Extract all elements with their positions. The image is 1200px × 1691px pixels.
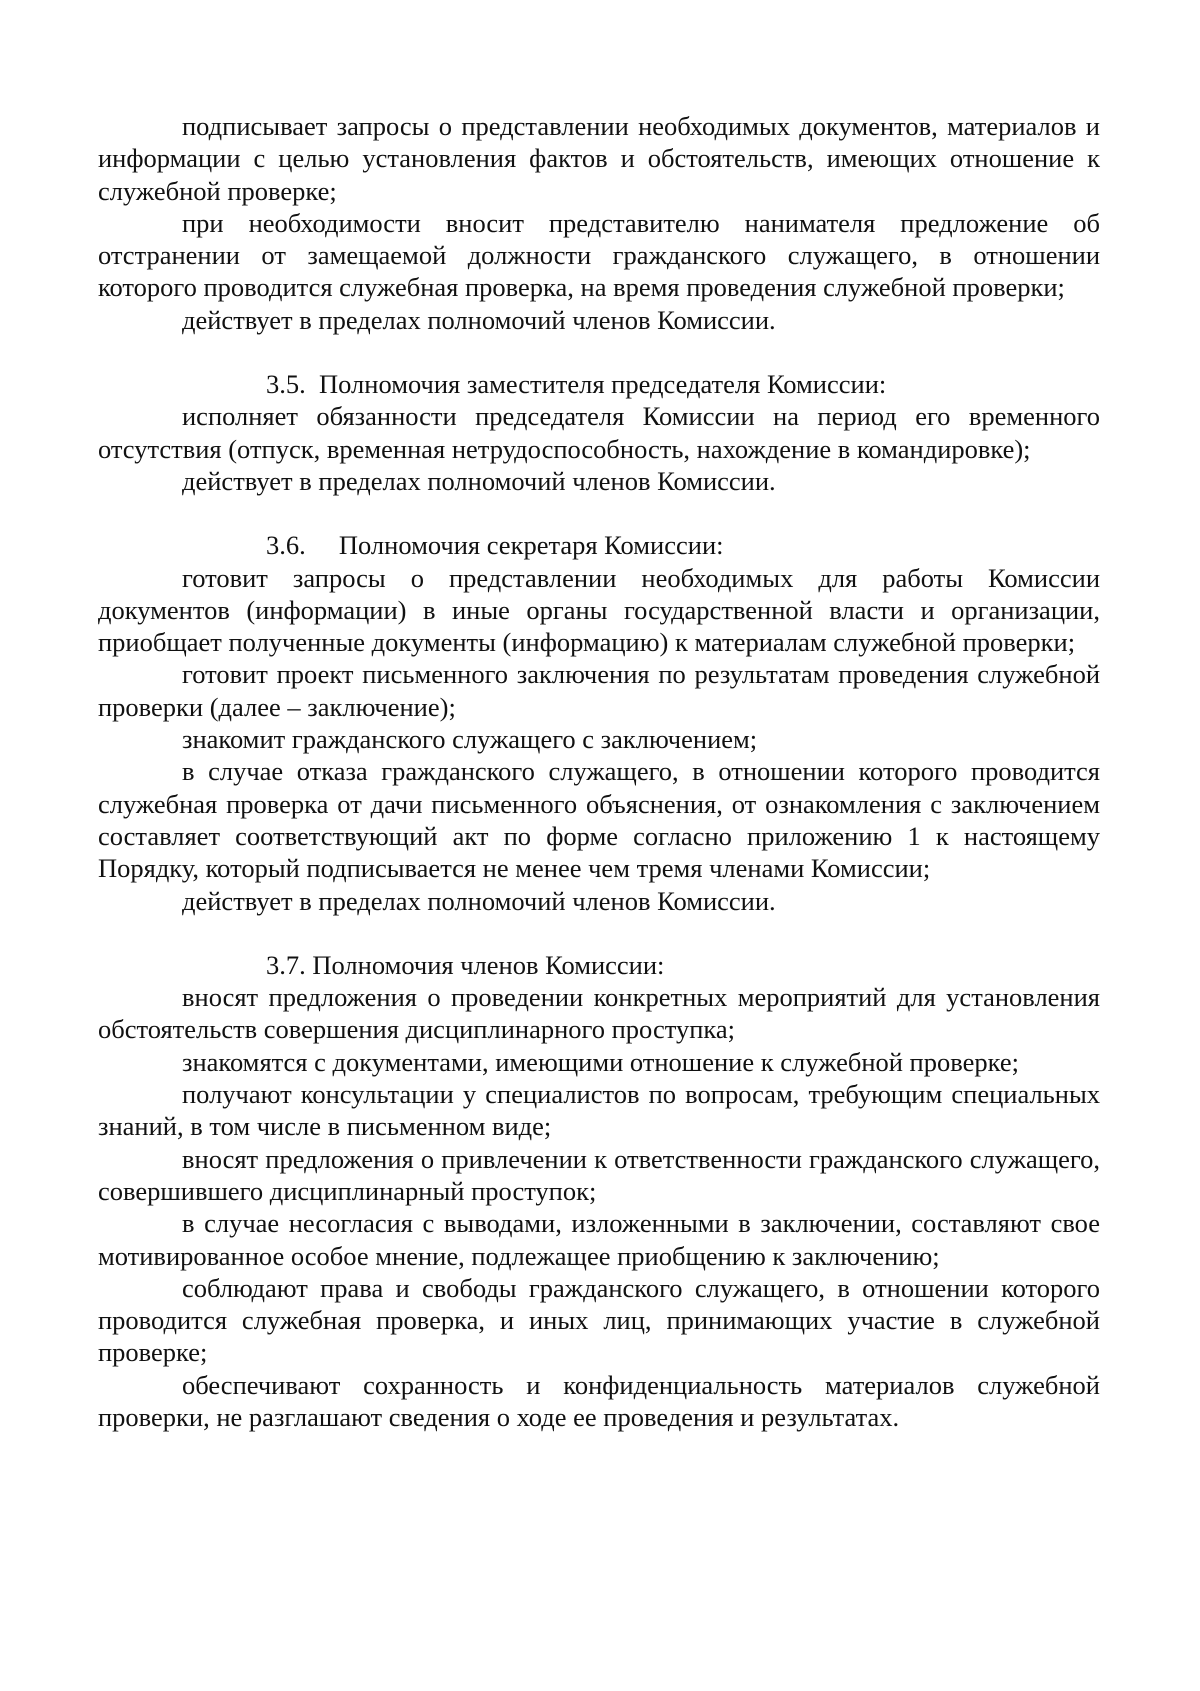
section-spacer bbox=[98, 336, 1100, 368]
section-spacer bbox=[98, 917, 1100, 949]
list-item: вносят предложения о проведении конкретных мероприятий для установления обстоятельств совершения дисциплинарного проступка; bbox=[98, 982, 1100, 1045]
section-heading-3-5 bbox=[98, 368, 1100, 400]
section-title: Полномочия секретаря Комиссии: bbox=[338, 530, 724, 561]
list-item: готовит запросы о представлении необходимых для работы Комиссии документов (информации) в иные органы государственной власти и организации, приобщает полученные документы (информацию) к материалам служебной проверки; bbox=[98, 562, 1100, 658]
section-title: Полномочия заместителя председателя Комиссии: bbox=[319, 369, 887, 400]
list-item: вносят предложения о привлечении к ответственности гражданского служащего, совершившего дисциплинарный проступок; bbox=[98, 1143, 1100, 1206]
list-item: соблюдают права и свободы гражданского служащего, в отношении которого проводится служебная проверка, и иных лиц, принимающих участие в служебной проверке; bbox=[98, 1272, 1100, 1368]
intro-paragraph: при необходимости вносит представителю нанимателя предложение об отстранении от замещаемой должности гражданского служащего, в отношении которого проводится служебная проверка, на время проведения служебной проверки; bbox=[98, 207, 1100, 303]
intro-paragraph: действует в пределах полномочий членов Комиссии. bbox=[182, 304, 776, 335]
section-heading-3-6 bbox=[98, 529, 1100, 561]
section-number: 3.6. bbox=[266, 530, 306, 561]
list-item: обеспечивают сохранность и конфиденциальность материалов служебной проверки, не разглашают сведения о ходе ее проведения и результатах. bbox=[98, 1369, 1100, 1432]
list-item: исполняет обязанности председателя Комиссии на период его временного отсутствия (отпуск, временная нетрудоспособность, нахождение в командировке); bbox=[98, 401, 1100, 464]
section-number: 3.7. bbox=[266, 949, 306, 980]
list-item: в случае отказа гражданского служащего, в отношении которого проводится служебная проверка от дачи письменного объяснения, от ознакомления с заключением составляет соответствующий акт по форме согласно приложению 1 к настоящему Порядку, который подписывается не менее чем тремя членами Комиссии; bbox=[98, 756, 1100, 884]
document-page bbox=[98, 110, 1100, 1433]
list-item: действует в пределах полномочий членов Комиссии. bbox=[182, 885, 776, 916]
list-item: получают консультации у специалистов по вопросам, требующим специальных знаний, в том числе в письменном виде; bbox=[98, 1079, 1100, 1142]
section-number: 3.5. bbox=[266, 369, 306, 400]
section-heading-3-7 bbox=[98, 949, 1100, 981]
intro-paragraph: подписывает запросы о представлении необходимых документов, материалов и информации с целью установления фактов и обстоятельств, имеющих отношение к служебной проверке; bbox=[98, 111, 1100, 206]
section-title: Полномочия членов Комиссии: bbox=[312, 949, 665, 980]
section-spacer bbox=[98, 497, 1100, 529]
list-item: знакомит гражданского служащего с заключением; bbox=[182, 724, 758, 755]
list-item: готовит проект письменного заключения по результатам проведения служебной проверки (далее – заключение); bbox=[98, 659, 1100, 722]
list-item: знакомятся с документами, имеющими отношение к служебной проверке; bbox=[182, 1046, 1019, 1077]
list-item: в случае несогласия с выводами, изложенными в заключении, составляют свое мотивированное особое мнение, подлежащее приобщению к заключению; bbox=[98, 1208, 1100, 1271]
list-item: действует в пределах полномочий членов Комиссии. bbox=[182, 465, 776, 496]
